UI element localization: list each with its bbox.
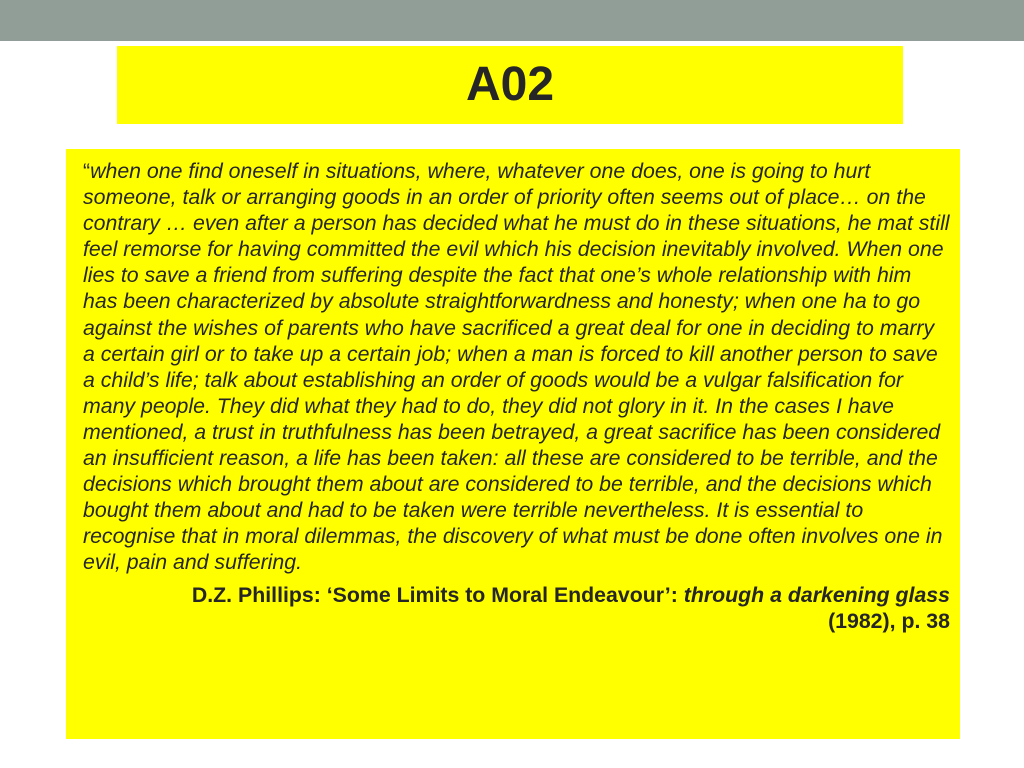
title-box xyxy=(117,46,903,124)
citation-work: through a darkening glass xyxy=(683,582,950,607)
citation-author-title: D.Z. Phillips: ‘Some Limits to Moral Endeavour’: xyxy=(191,582,684,607)
quote-box xyxy=(66,149,960,739)
top-bar xyxy=(0,0,1024,41)
slide-title: A02 xyxy=(465,58,555,111)
quote-paragraph xyxy=(83,158,950,576)
citation xyxy=(83,582,950,634)
citation-details: (1982), p. 38 xyxy=(828,608,950,633)
quote-open-mark: “ xyxy=(83,159,91,183)
quote-text: when one find oneself in situations, where, whatever one does, one is going to hurt someone, talk or arranging goods in an order of priority often seems out of place… on the contrary … even after a person has decided what he must do in these situations, he mat still feel remorse for having committed the evil which his decision inevitably involved. When one lies to save a friend from suffering despite the fact that one’s whole relationship with him has been characterized by absolute straightforwardness and honesty; when one ha to go against the wishes of parents who have sacrificed a great deal for one in deciding to marry a certain girl or to take up a certain job; when a man is forced to kill another person to save a child’s life; talk about establishing an order of goods would be a vulgar falsification for many people. They did what they had to do, they did not glory in it. In the cases I have mentioned, a trust in truthfulness has been betrayed, a great sacrifice has been considered an insufficient reason, a life has been taken: all these are considered to be terrible, and the decisions which brought them about are considered to be terrible, and the decisions which bought them about and had to be taken were terrible nevertheless. It is essential to recognise that in moral dilemmas, the discovery of what must be done often involves one in evil, pain and suffering. xyxy=(83,159,950,575)
